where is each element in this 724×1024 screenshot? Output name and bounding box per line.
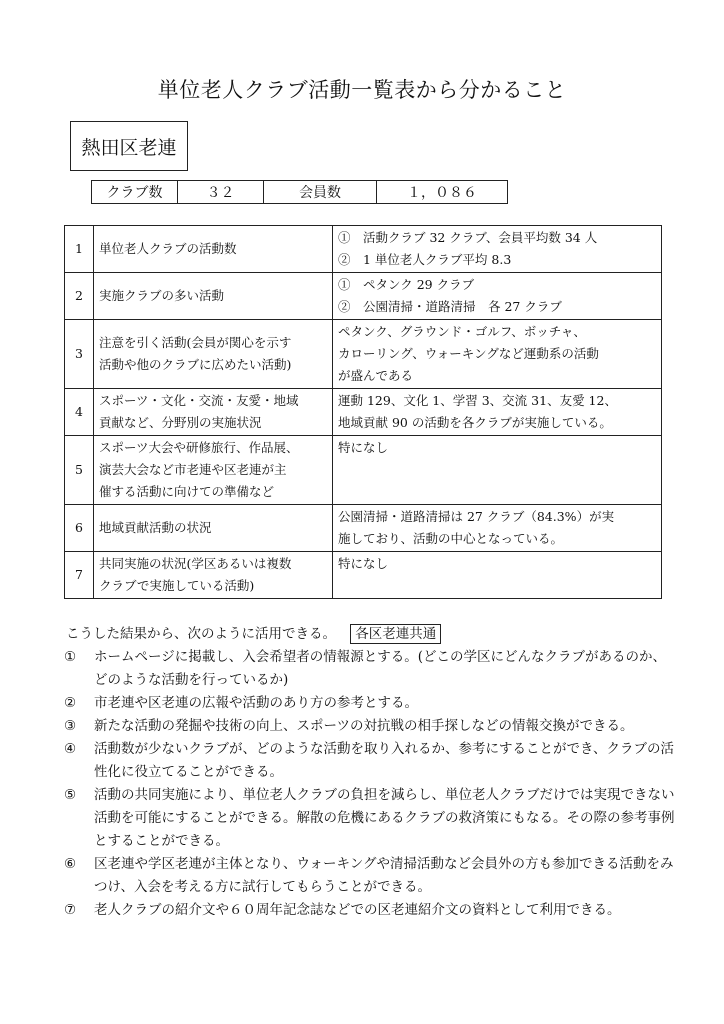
row-item [94,389,333,436]
row-item-line: 演芸大会など市老連や区老連が主 [99,462,287,477]
page-title: 単位老人クラブ活動一覧表から分かること [157,78,567,102]
row-detail [333,552,662,599]
list-item-number: ⑤ [64,787,77,803]
members-label: 会員数 [264,181,377,204]
row-detail-line: 運動 129、文化 1、学習 3、交流 31、友愛 12、 [338,393,617,408]
row-item-line: 注意を引く活動(会員が関心を示す [99,335,292,350]
list-item-number: ① [64,649,77,665]
list-item-text: ホームページに掲載し、入会希望者の情報源とする。(どこの学区にどんなクラブがあるのか、どのような活動を行っているか) [94,649,666,688]
row-detail [333,389,662,436]
row-item [94,552,333,599]
list-item-text: 市老連や区老連の広報や活動のあり方の参考とする。 [94,695,418,711]
list-item-text: 新たな活動の発掘や技術の向上、スポーツの対抗戦の相手探しなどの情報交換ができる。 [94,718,634,734]
list-item [64,853,676,899]
row-detail-line: が盛んである [338,368,414,383]
list-item [64,646,676,692]
table-row [65,389,662,436]
row-item-line: 地域貢献活動の状況 [99,520,212,535]
list-item [64,692,676,715]
activity-table [64,225,662,599]
row-number: 7 [65,552,94,599]
table-row [65,436,662,505]
row-number: 5 [65,436,94,505]
row-item-line: 貢献など、分野別の実施状況 [99,415,262,430]
table-row [65,320,662,389]
row-item [94,505,333,552]
row-item-line: 単位老人クラブの活動数 [99,241,237,256]
usage-intro [66,622,441,644]
row-detail [333,320,662,389]
list-item [64,738,676,784]
row-detail-line: ② 1 単位老人クラブ平均 8.3 [338,252,512,267]
row-number: 6 [65,505,94,552]
list-item [64,784,676,853]
row-detail-line: ② 公園清掃・道路清掃 各 27 クラブ [338,299,562,314]
members-value: １，０８６ [377,181,508,204]
summary-table [91,180,508,204]
row-detail-line: 施しており、活動の中心となっている。 [338,531,564,546]
row-detail-line: ① ペタンク 29 クラブ [338,277,475,292]
row-item [94,226,333,273]
row-number: 3 [65,320,94,389]
ward-name-box: 熱田区老連 [70,121,188,171]
table-row [65,505,662,552]
table-row [65,226,662,273]
row-detail [333,273,662,320]
row-item-line: 実施クラブの多い活動 [99,288,225,303]
row-item-line: 催する活動に向けての準備など [99,484,275,499]
common-label-box: 各区老連共通 [350,624,441,644]
row-item [94,320,333,389]
list-item-text: 活動数が少ないクラブが、どのような活動を取り入れるか、参考にすることができ、クラブの活性化に役立てることができる。 [94,741,674,780]
clubs-label: クラブ数 [92,181,178,204]
row-detail-line: ① 活動クラブ 32 クラブ、会員平均数 34 人 [338,230,598,245]
table-row [65,552,662,599]
row-detail-line: 特になし [338,556,389,571]
table-row [65,273,662,320]
list-item-number: ⑦ [64,902,77,918]
row-number: 1 [65,226,94,273]
row-detail-line: 地域貢献 90 の活動を各クラブが実施している。 [338,415,612,430]
list-item [64,899,676,922]
row-item [94,273,333,320]
row-item-line: 共同実施の状況(学区あるいは複数 [99,556,292,571]
row-detail-line: ペタンク、グラウンド・ゴルフ、ボッチャ、 [338,324,586,339]
row-item-line: スポーツ大会や研修旅行、作品展、 [99,440,299,455]
row-detail-line: 公園清掃・道路清掃は 27 クラブ（84.3%）が実 [338,509,615,524]
list-item [64,715,676,738]
row-detail [333,436,662,505]
list-item-number: ④ [64,741,77,757]
usage-list [64,646,676,922]
list-item-text: 老人クラブの紹介文や６０周年記念誌などでの区老連紹介文の資料として利用できる。 [94,902,621,918]
list-item-text: 活動の共同実施により、単位老人クラブの負担を減らし、単位老人クラブだけでは実現できない活動を可能にすることができる。解散の危機にあるクラブの救済策にもなる。その際の参考事例とすることができる。 [94,787,675,849]
row-item-line: クラブで実施している活動) [99,578,255,593]
clubs-value: ３２ [178,181,264,204]
list-item-number: ② [64,695,77,711]
usage-intro-text: こうした結果から、次のように活用できる。 [66,626,336,642]
list-item-number: ③ [64,718,77,734]
row-number: 2 [65,273,94,320]
row-detail-line: カローリング、ウォーキングなど運動系の活動 [338,346,599,361]
row-detail [333,505,662,552]
list-item-number: ⑥ [64,856,77,872]
list-item-text: 区老連や学区老連が主体となり、ウォーキングや清掃活動など会員外の方も参加できる活動をみつけ、入会を考える方に試行してもらうことができる。 [94,856,674,895]
row-item [94,436,333,505]
row-item-line: 活動や他のクラブに広めたい活動) [99,357,292,372]
row-item-line: スポーツ・文化・交流・友愛・地域 [99,393,299,408]
row-detail-line: 特になし [338,440,389,455]
row-detail [333,226,662,273]
row-number: 4 [65,389,94,436]
